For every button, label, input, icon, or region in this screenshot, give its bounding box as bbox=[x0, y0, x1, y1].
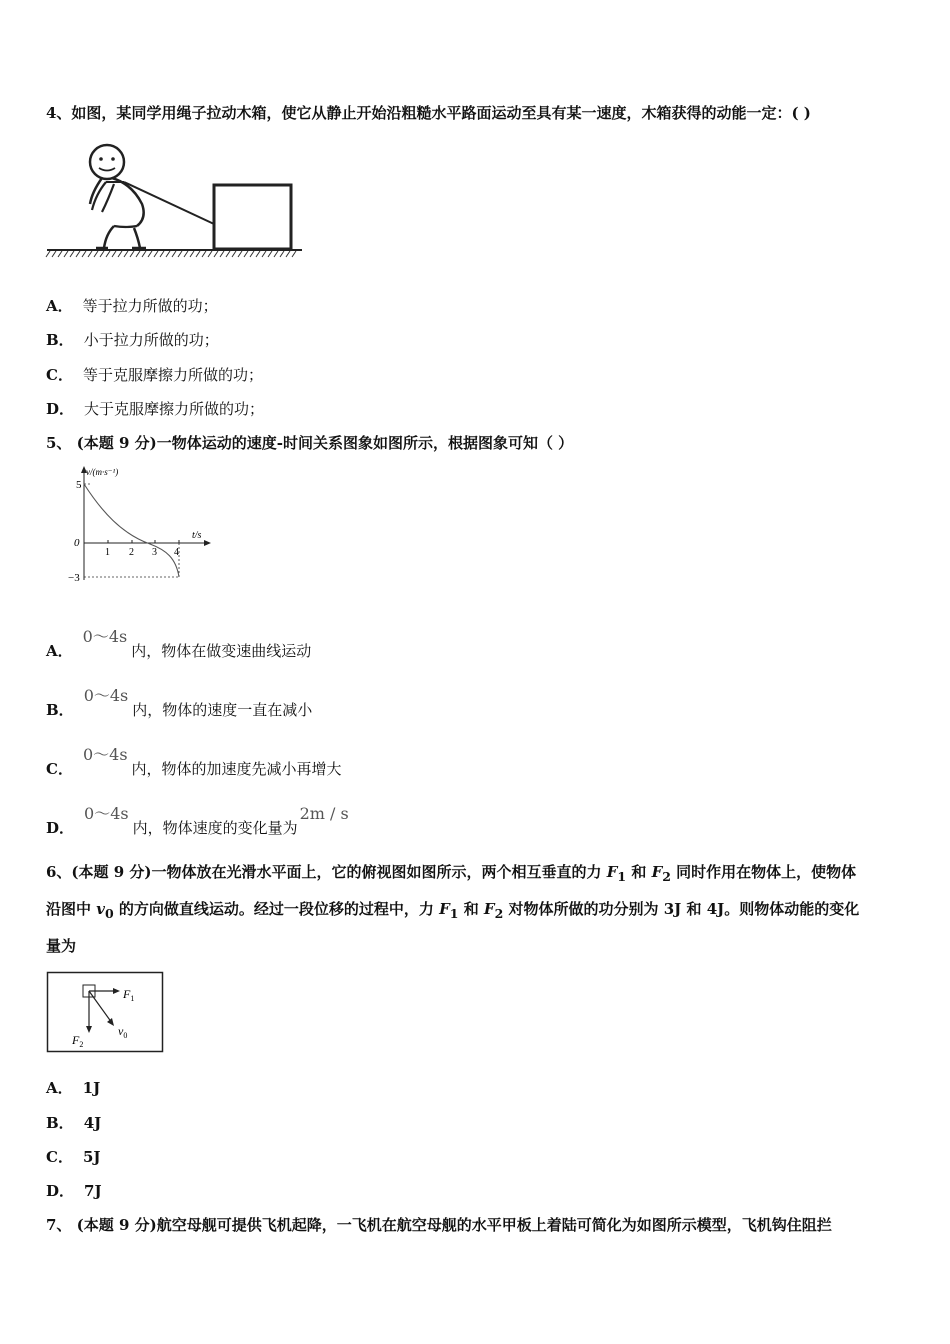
q6-diagram-f2-label: $F_2$ bbox=[72, 1033, 84, 1049]
q5-option-d-math2: 2m / s bbox=[299, 804, 349, 823]
q5-graph-ylabel: v/(m·s⁻¹) bbox=[86, 467, 119, 477]
q5-option-a: A．0～4s内，物体在做变速曲线运动 bbox=[46, 627, 312, 660]
q5-graph-xtick-1: 1 bbox=[105, 547, 110, 558]
q4-stem: 4、如图，某同学用绳子拉动木箱，使它从静止开始沿粗糙水平路面运动至具有某一速度，木箱获得的动能一定：( ) bbox=[46, 104, 811, 122]
q5-graph-xtick-2: 2 bbox=[129, 547, 134, 558]
q5-option-c-math: 0～4s bbox=[82, 745, 128, 764]
q5-graph-xtick-3: 3 bbox=[152, 547, 157, 558]
q5-graph-ymax: 5 bbox=[76, 479, 82, 491]
q4-option-b: B． 小于拉力所做的功； bbox=[46, 331, 219, 349]
q5-graph-xlabel: t/s bbox=[192, 530, 202, 541]
q4-figure-person-pulling-box bbox=[44, 142, 306, 262]
q5-vt-graph bbox=[62, 462, 222, 586]
q6-diagram-v0-label: $v_0$ bbox=[118, 1024, 128, 1040]
q5-option-d-math: 0～4s bbox=[84, 804, 129, 823]
q6-option-c: C． 5J bbox=[46, 1148, 101, 1166]
q5-option-b: B．0～4s内，物体的速度一直在减小 bbox=[46, 686, 313, 719]
q5-graph-xtick-4: 4 bbox=[174, 547, 179, 558]
q6-option-d: D． 7J bbox=[46, 1182, 102, 1200]
q6-diagram-f1-label: $F_1$ bbox=[123, 987, 135, 1003]
q4-option-a: A． 等于拉力所做的功； bbox=[46, 297, 218, 315]
q5-option-c: C．0～4s内，物体的加速度先减小再增大 bbox=[46, 745, 342, 778]
q7-stem: 7、 (本题 9 分)航空母舰可提供飞机起降，一飞机在航空母舰的水平甲板上着陆可简化为如图所示模型，飞机钩住阻拦 bbox=[46, 1216, 832, 1234]
q6-option-b: B． 4J bbox=[46, 1114, 102, 1132]
q5-graph-origin: 0 bbox=[74, 537, 80, 549]
q5-graph-ymin: −3 bbox=[68, 572, 80, 584]
q5-option-d: D．0～4s内，物体速度的变化量为2m / s bbox=[46, 804, 349, 837]
q4-option-c: C． 等于克服摩擦力所做的功； bbox=[46, 366, 263, 384]
q6-option-a: A． 1J bbox=[46, 1079, 101, 1097]
q6-stem-line2: 沿图中 $v_0$ 的方向做直线运动。经过一段位移的过程中，力 $F_1$ 和 $F_2$ 对物体所做的功分别为 3J 和 4J。则物体动能的变化 bbox=[46, 900, 860, 921]
q5-stem: 5、 (本题 9 分)一物体运动的速度-时间关系图象如图所示，根据图象可知（ ） bbox=[46, 434, 574, 452]
q6-force-diagram bbox=[46, 971, 166, 1055]
q5-option-a-math: 0～4s bbox=[82, 627, 128, 646]
q6-stem-line1: 6、(本题 9 分)一物体放在光滑水平面上，它的俯视图如图所示，两个相互垂直的力 $F_1$ 和 $F_2$ 同时作用在物体上，使物体 bbox=[46, 863, 857, 884]
q4-option-d: D． 大于克服摩擦力所做的功； bbox=[46, 400, 265, 418]
q5-option-b-math: 0～4s bbox=[83, 686, 129, 705]
q6-stem-line3: 量为 bbox=[46, 937, 77, 955]
